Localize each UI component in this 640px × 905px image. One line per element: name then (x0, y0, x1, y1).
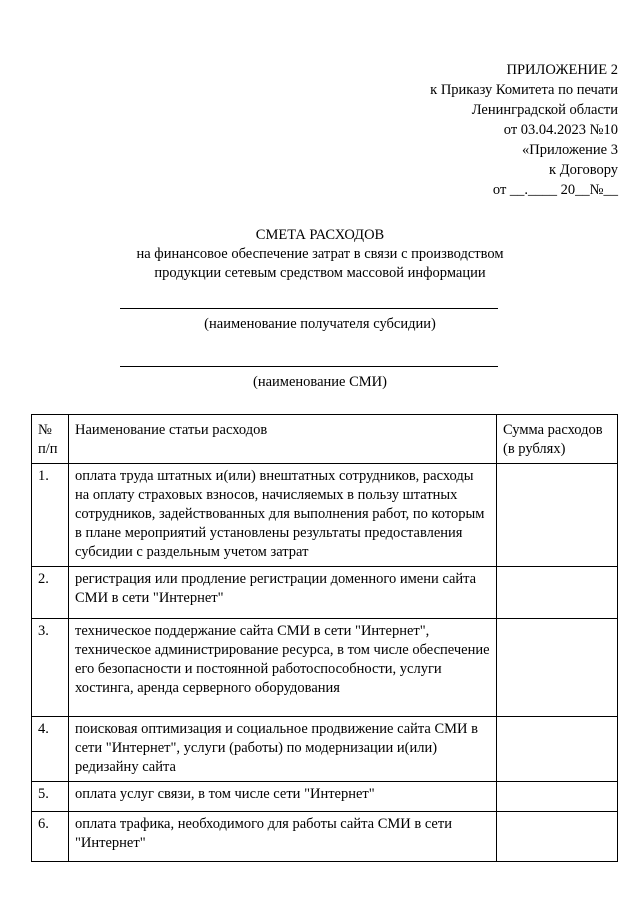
row-sum-cell (497, 812, 618, 862)
row-expense-name: оплата услуг связи, в том числе сети "Интернет" (69, 782, 497, 812)
column-header-number: № п/п (32, 415, 69, 464)
appendix-header (430, 60, 618, 200)
row-expense-name: оплата труда штатных и(или) внештатных сотрудников, расходы на оплату страховых взносов, начисляемых в пользу штатных сотрудников, задействованных для выполнения работ, по которым в плане мероприятий установлены результаты предоставления субсидии с раздельным учетом затрат (69, 464, 497, 567)
row-number: 4. (32, 717, 69, 782)
row-expense-name: оплата трафика, необходимого для работы сайта СМИ в сети "Интернет" (69, 812, 497, 862)
row-sum-cell (497, 464, 618, 567)
header-line: от __.____ 20__№__ (492, 182, 618, 198)
row-expense-name: поисковая оптимизация и социальное продвижение сайта СМИ в сети "Интернет", услуги (работы) по модернизации и(или) редизайну сайта (69, 717, 497, 782)
document-title: СМЕТА РАСХОДОВ (255, 227, 385, 243)
table-header-row (32, 415, 618, 464)
column-header-name: Наименование статьи расходов (69, 415, 497, 464)
row-number: 2. (32, 567, 69, 619)
header-line: к Договору (549, 162, 618, 178)
header-line: ПРИЛОЖЕНИЕ 2 (506, 62, 618, 78)
header-line: Ленинградской области (471, 102, 618, 118)
row-number: 1. (32, 464, 69, 567)
recipient-blank-line (120, 308, 498, 309)
row-sum-cell (497, 717, 618, 782)
column-header-sum: Сумма расходов (в рублях) (497, 415, 618, 464)
subtitle-line: на финансовое обеспечение затрат в связи с производством (136, 246, 504, 262)
row-sum-cell (497, 619, 618, 717)
table-row (32, 619, 618, 717)
subtitle-line: продукции сетевым средством массовой информации (154, 265, 486, 281)
table-row (32, 717, 618, 782)
row-number: 3. (32, 619, 69, 717)
document-subtitle (0, 245, 640, 283)
media-caption: (наименование СМИ) (253, 374, 387, 390)
table-row (32, 464, 618, 567)
header-line: к Приказу Комитета по печати (430, 82, 618, 98)
header-line: от 03.04.2023 №10 (503, 122, 618, 138)
row-sum-cell (497, 567, 618, 619)
row-number: 5. (32, 782, 69, 812)
expense-table (31, 414, 618, 862)
media-blank-line (120, 366, 498, 367)
header-line: «Приложение 3 (522, 142, 618, 158)
row-number: 6. (32, 812, 69, 862)
row-expense-name: регистрация или продление регистрации доменного имени сайта СМИ в сети "Интернет" (69, 567, 497, 619)
recipient-caption: (наименование получателя субсидии) (204, 316, 436, 332)
row-sum-cell (497, 782, 618, 812)
row-expense-name: техническое поддержание сайта СМИ в сети "Интернет", техническое администрирование ресурса, в том числе обеспечение его безопасности и постоянной работоспособности, услуги хостинга, аренда серверного оборудования (69, 619, 497, 717)
table-row (32, 782, 618, 812)
table-row (32, 812, 618, 862)
table-row (32, 567, 618, 619)
